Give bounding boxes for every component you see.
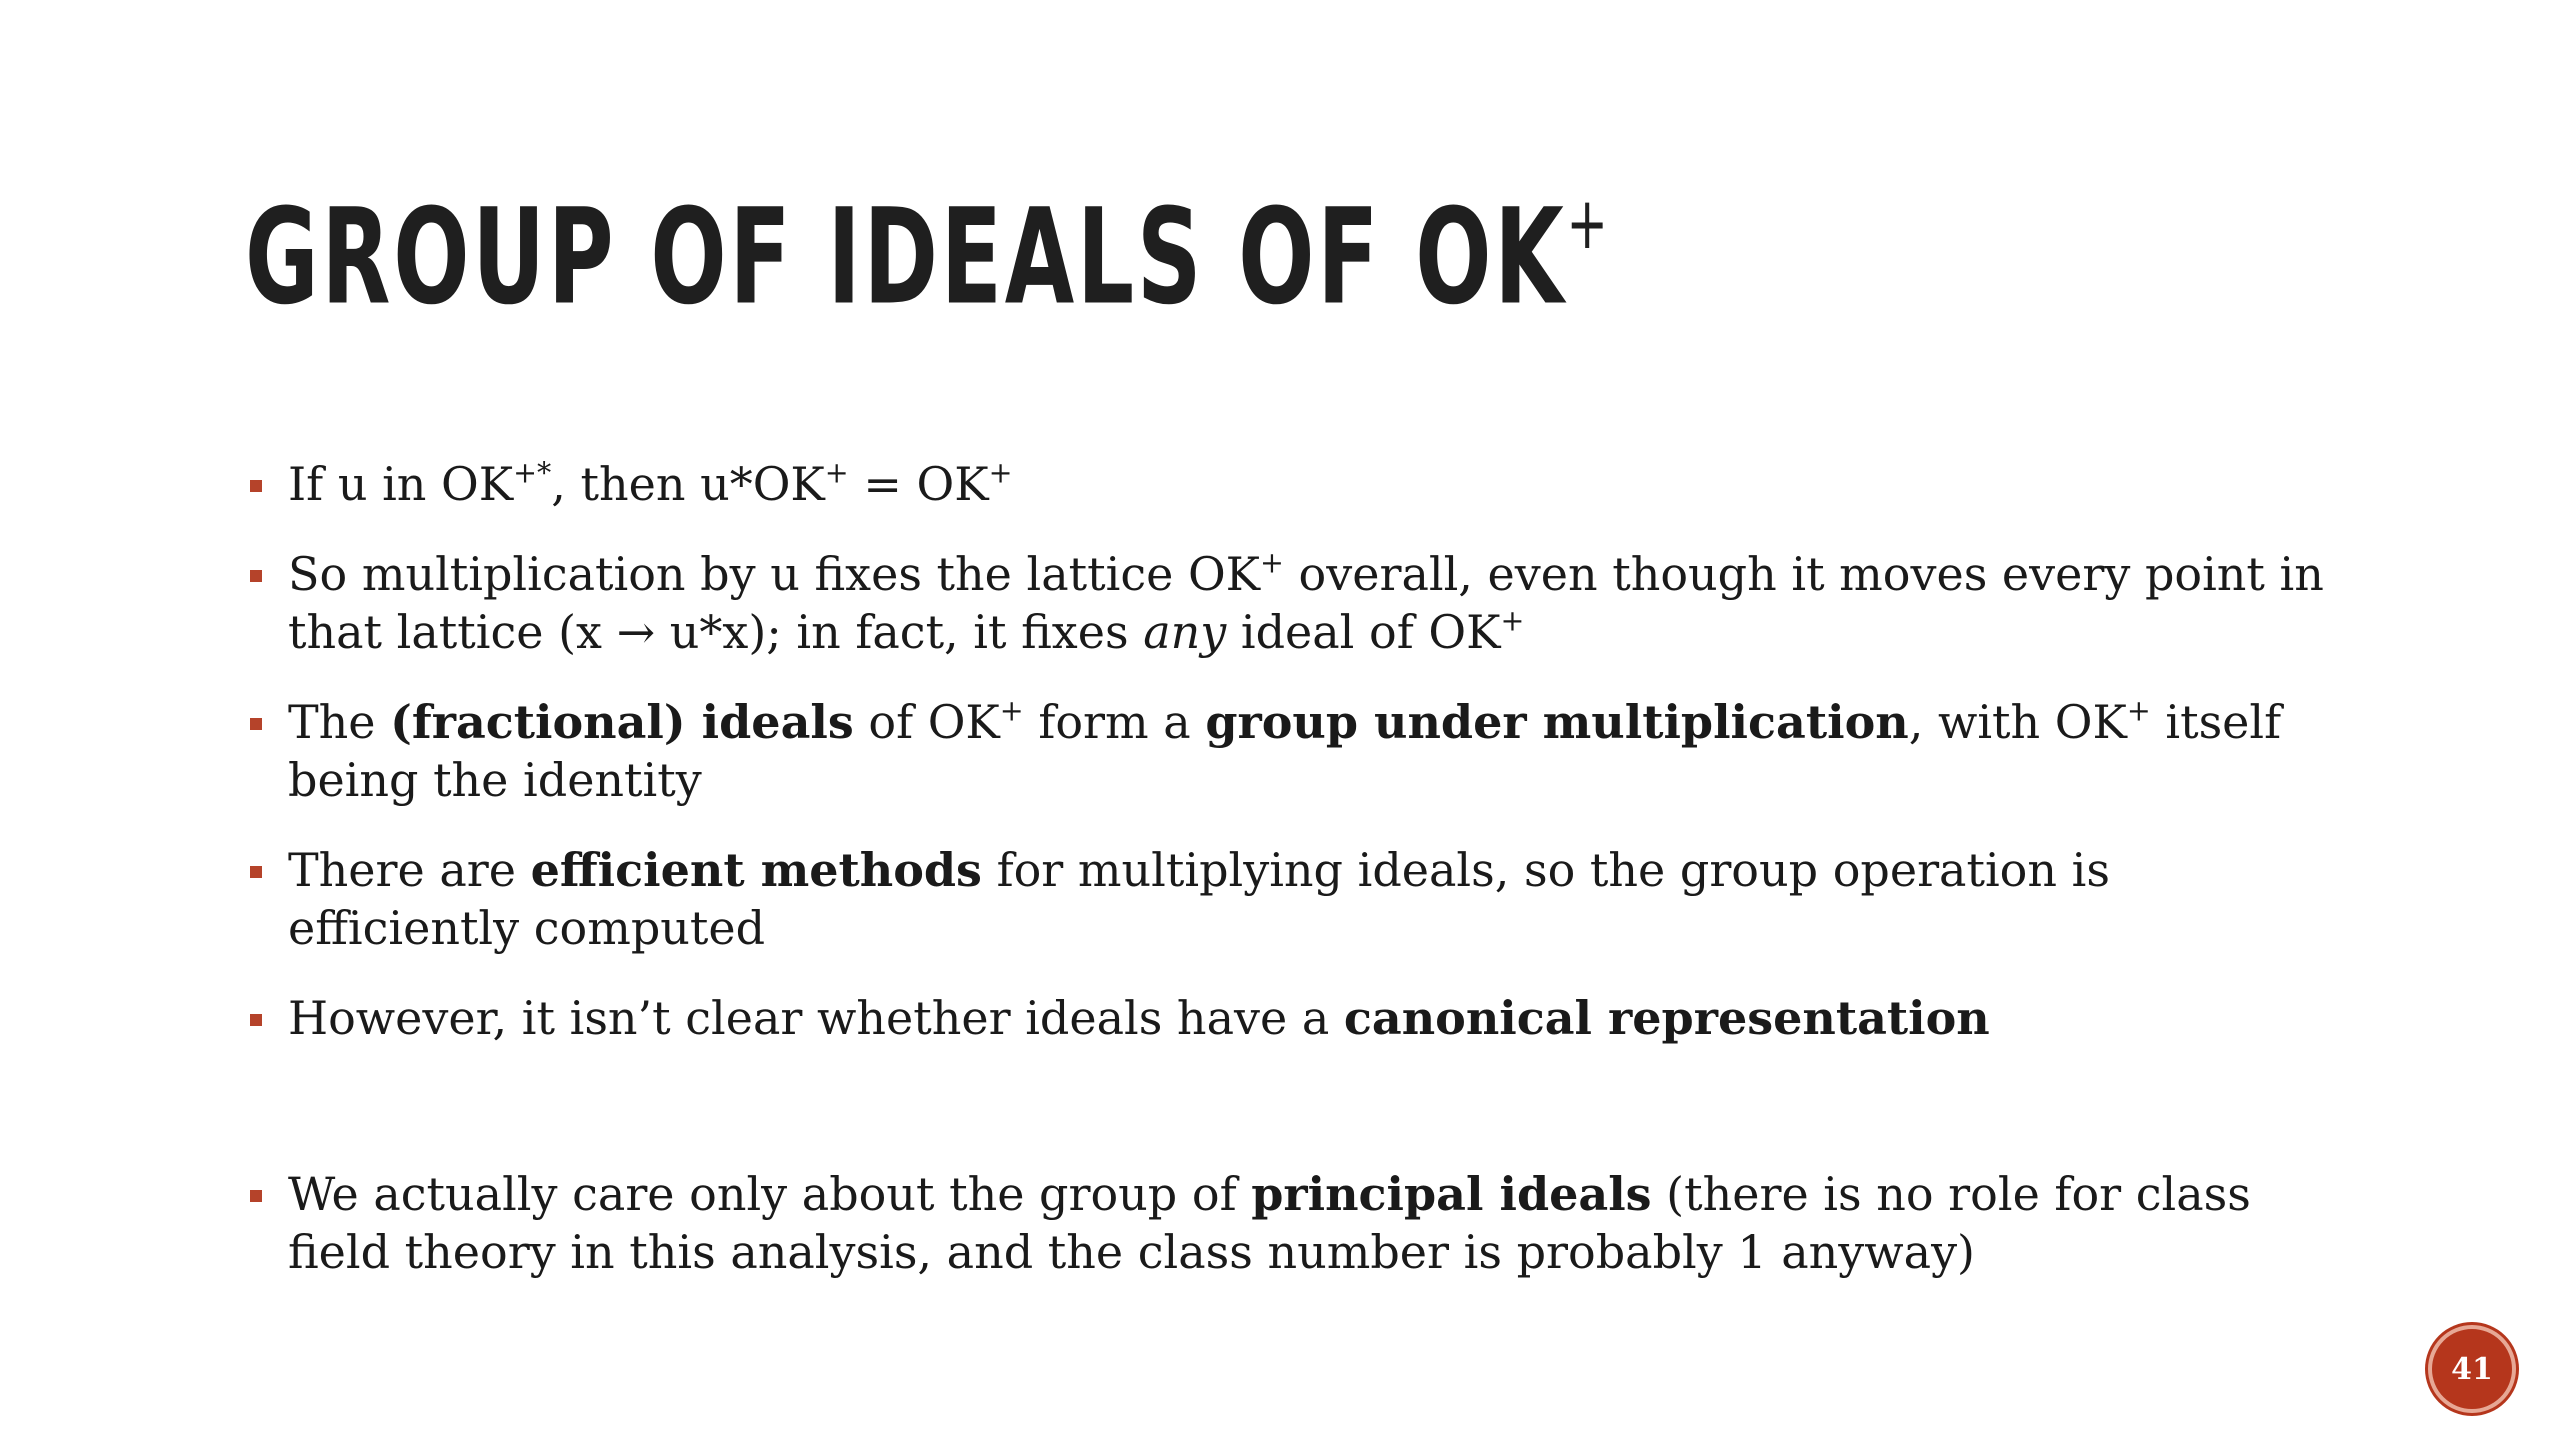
bullet-text: overall, even though it moves every point in that lattice (x: [288, 547, 2324, 659]
bullet-text: We actually care only about the group of: [288, 1167, 1252, 1221]
slide-title-superscript: +: [1566, 182, 1611, 266]
bullet-marker-icon: [250, 866, 262, 878]
bullet-text: However, it isn’t clear whether ideals have a: [288, 991, 1344, 1045]
bullet-text: , with OK: [1908, 695, 2127, 749]
bullet-text: (there is no role for class field theory in this analysis, and the class number is probably 1 anyway): [288, 1167, 2251, 1279]
bullet-item-5: [250, 989, 2350, 1047]
bullet-marker-icon: [250, 1190, 262, 1202]
bullet-emphasis: any: [1143, 605, 1227, 659]
bullet-marker-icon: [250, 480, 262, 492]
bullet-text: for multiplying ideals, so the group operation is efficiently computed: [288, 843, 2110, 955]
bullet-superscript: +: [1260, 546, 1284, 580]
bullet-text: So multiplication by u fixes the lattice OK: [288, 547, 1261, 601]
bullet-text: , then u*OK: [551, 457, 825, 511]
bullet-bold: principal ideals: [1251, 1167, 1652, 1221]
bullet-text: There are: [288, 843, 531, 897]
bullet-bold: (fractional) ideals: [390, 695, 854, 749]
bullet-superscript: +: [988, 456, 1013, 490]
bullet-bold: canonical representation: [1343, 991, 1990, 1045]
bullet-item-3: [250, 693, 2350, 809]
bullet-marker-icon: [250, 1014, 262, 1026]
bullet-text: ideal of OK: [1226, 605, 1501, 659]
bullet-text: If u in OK: [288, 457, 514, 511]
bullet-superscript: +: [1500, 604, 1525, 638]
bullet-marker-icon: [250, 570, 262, 582]
bullet-text: of OK: [853, 695, 1000, 749]
page-number-badge: [2428, 1325, 2516, 1413]
bullet-item-1: [250, 455, 2350, 513]
bullet-superscript: +: [999, 694, 1024, 728]
bullet-bold: group under multiplication: [1205, 695, 1909, 749]
bullet-superscript: +: [2126, 694, 2151, 728]
page-number: 41: [2451, 1351, 2493, 1387]
bullet-item-4: [250, 841, 2350, 957]
slide-title: [245, 180, 1611, 335]
slide-title-text: GROUP OF IDEALS OF OK: [245, 180, 1567, 335]
bullet-item-6: [250, 1165, 2350, 1281]
bullet-superscript: +: [824, 456, 849, 490]
bullet-superscript: +*: [513, 456, 552, 490]
bullet-marker-icon: [250, 718, 262, 730]
bullet-text: form a: [1023, 695, 1206, 749]
arrow-right-icon: →: [616, 605, 656, 659]
bullet-item-2: [250, 545, 2350, 661]
bullet-bold: efficient methods: [530, 843, 982, 897]
bullet-text: itself being the identity: [288, 695, 2282, 807]
bullet-text: u*x); in fact, it fixes: [655, 605, 1144, 659]
bullet-text: = OK: [848, 457, 989, 511]
bullet-list: [250, 455, 2350, 1313]
bullet-text: The: [288, 695, 391, 749]
